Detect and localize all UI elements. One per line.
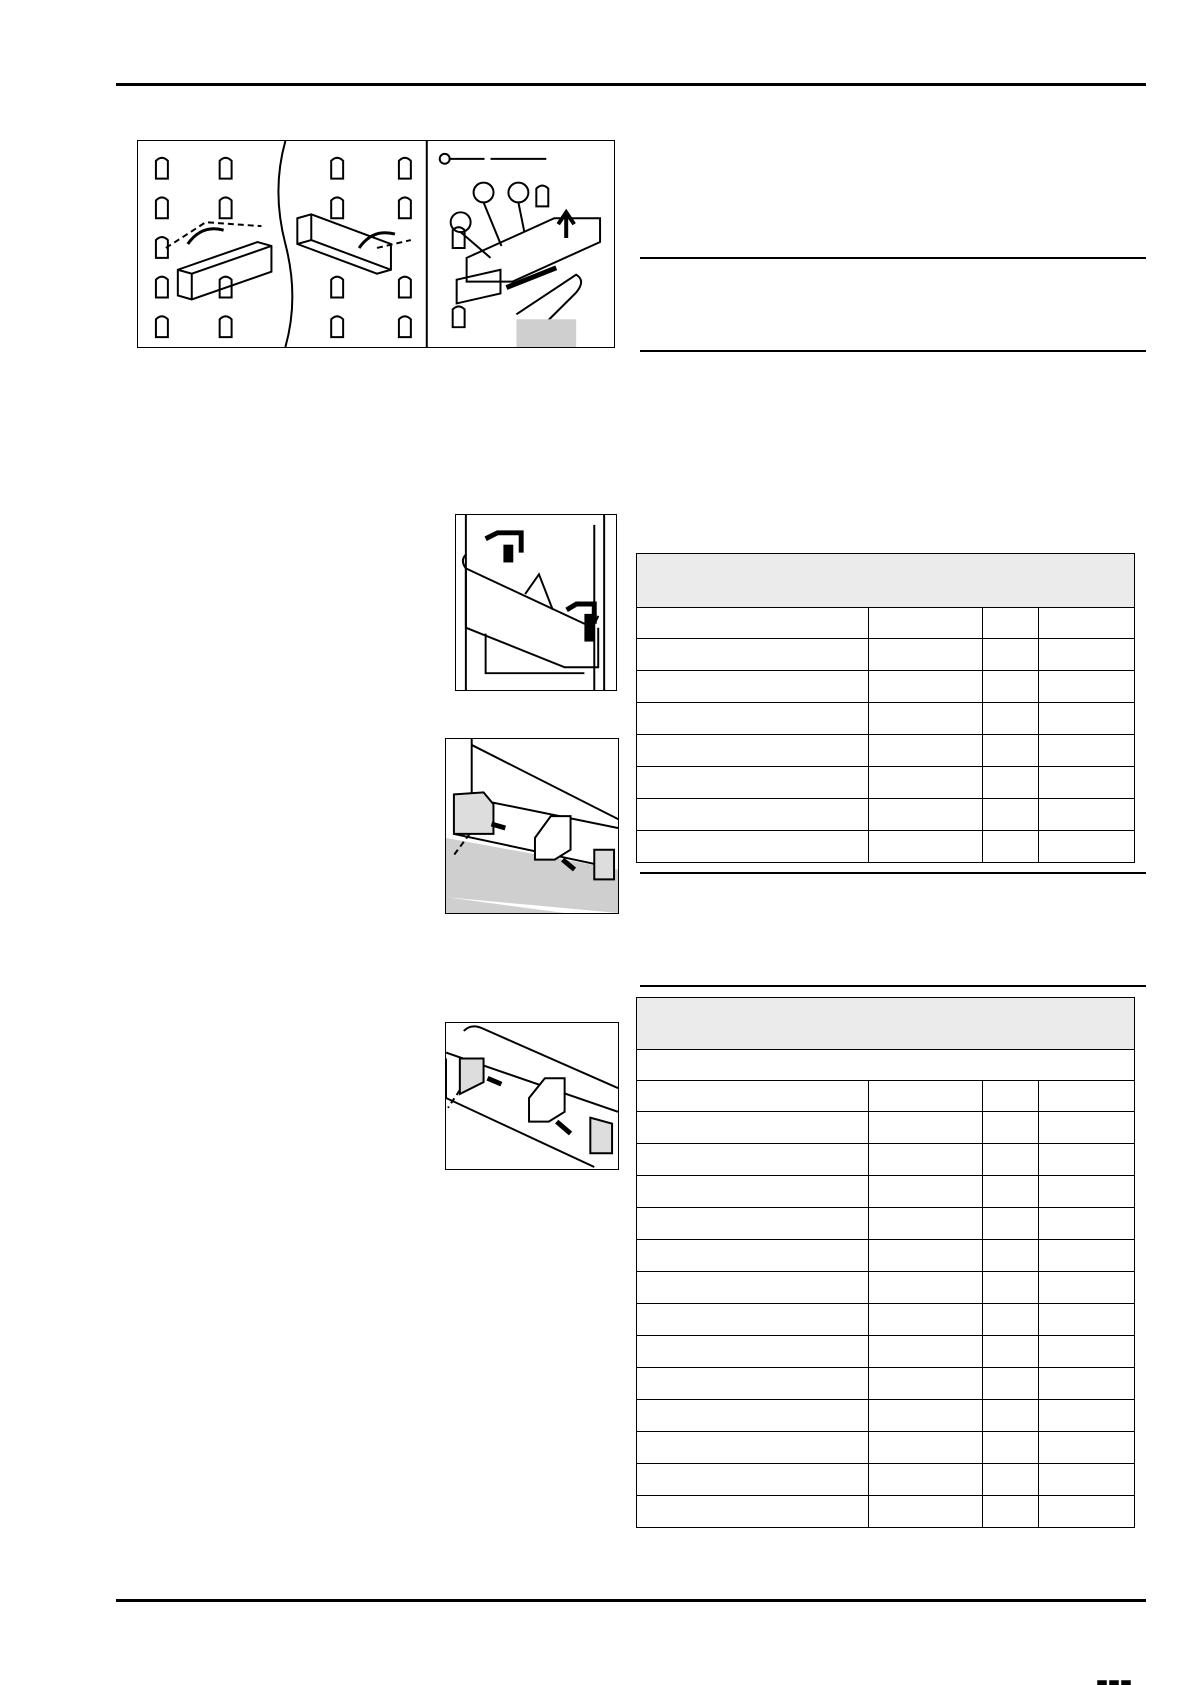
table-2-header xyxy=(637,998,1135,1050)
table-row xyxy=(637,1176,1135,1208)
table-row xyxy=(637,1304,1135,1336)
figure-bottle-holder-slide xyxy=(445,738,619,914)
section-rule-1 xyxy=(640,257,1146,259)
figure-shelf-support-removal xyxy=(137,140,615,348)
page-edge-marks xyxy=(1096,1679,1136,1685)
table-row xyxy=(637,1272,1135,1304)
header-rule xyxy=(116,83,1146,86)
table-row xyxy=(637,1112,1135,1144)
table-row xyxy=(637,1336,1135,1368)
table-row xyxy=(637,1464,1135,1496)
spec-table-1 xyxy=(636,553,1135,863)
figure-door-rack-removal xyxy=(455,514,617,691)
table-1-header xyxy=(637,554,1135,608)
table-row xyxy=(637,1432,1135,1464)
table-row xyxy=(637,671,1135,703)
table-row xyxy=(637,703,1135,735)
table-row xyxy=(637,767,1135,799)
table-row xyxy=(637,608,1135,639)
footer-rule xyxy=(116,1599,1146,1602)
table-row xyxy=(637,831,1135,863)
table-row xyxy=(637,735,1135,767)
table-row xyxy=(637,1496,1135,1528)
table-row xyxy=(637,1400,1135,1432)
section-rule-4 xyxy=(640,985,1146,987)
table-row xyxy=(637,1368,1135,1400)
table-row xyxy=(637,639,1135,671)
table-row xyxy=(637,1208,1135,1240)
section-rule-3 xyxy=(640,872,1146,874)
spec-table-2 xyxy=(636,997,1135,1528)
table-row xyxy=(637,1240,1135,1272)
table-row xyxy=(637,1144,1135,1176)
figure-bottle-holder-slide-closeup xyxy=(445,1022,619,1170)
table-row xyxy=(637,1081,1135,1112)
section-rule-2 xyxy=(640,350,1146,352)
table-row xyxy=(637,799,1135,831)
table-2-subheader xyxy=(637,1050,1135,1081)
